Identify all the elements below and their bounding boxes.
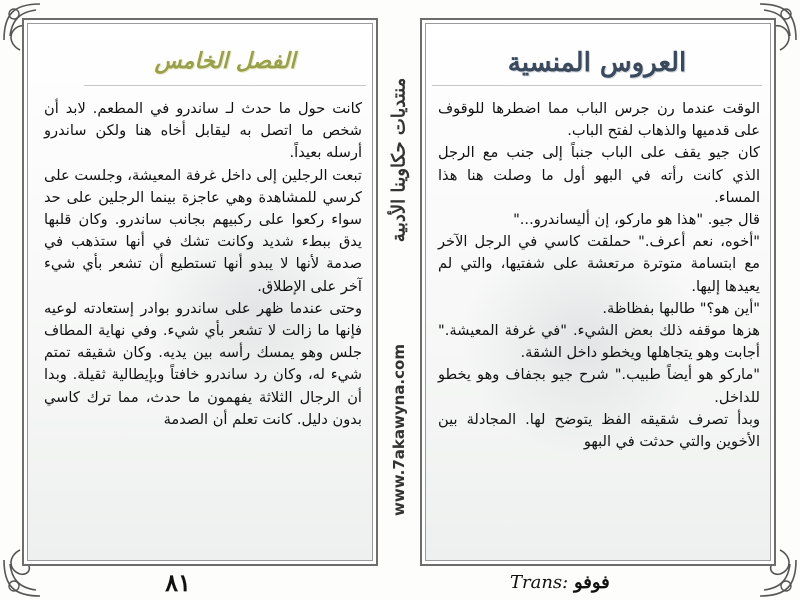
- paragraph: الوقت عندما رن جرس الباب مما اضطرها للوقوف على قدميها والذهاب لفتح الباب.: [438, 100, 760, 140]
- paragraph: "ماركو هو أيضاً طبيب." شرح جيو بجفاف وهو يخطو للداخل.: [438, 366, 760, 406]
- translator-credit: [510, 572, 690, 593]
- book-header: [432, 42, 762, 86]
- paragraph: هزها موقفه ذلك بعض الشيء. "في غرفة المعيشة." أجابت وهو يتجاهلها ويخطو داخل الشقة.: [438, 322, 760, 362]
- book-spine: [380, 10, 418, 570]
- book-title: العروس المنسية: [507, 48, 687, 78]
- paragraph: تبعت الرجلين إلى داخل غرفة المعيشة، وجلست على كرسي للمشاهدة وهي عاجزة بينما الرجلين على حد سواء ركعوا على ركبيهم بجانب ساندرو. وكان قلبها يدق ببطء شديد وكانت تشك في أنها ستذهب في صدمة لأنها لا يبدو أنها تستطيع أن تشعر بأي شيء آخر على الإطلاق.: [44, 166, 362, 295]
- left-page-text: [44, 98, 362, 431]
- right-page: [420, 18, 776, 566]
- paragraph: "أين هو؟" طالبها بفظاظة.: [602, 299, 760, 317]
- right-page-text: [438, 98, 760, 453]
- page-number: ٨١: [165, 568, 191, 597]
- left-page: [22, 18, 378, 566]
- credit-label: Trans:: [510, 572, 569, 593]
- paragraph: قال جيو. "هذا هو ماركو، إن أليساندرو...": [513, 211, 760, 229]
- website-url: www.7akawyna.com: [390, 344, 408, 516]
- paragraph: كان جيو يقف على الباب جنباً إلى جنب مع الرجل الذي كانت رأته في البهو أول ما وصلت هنا هذا المساء.: [438, 144, 760, 206]
- chapter-header: [84, 42, 366, 86]
- paragraph: "أخوه، نعم أعرف." حملقت كاسي في الرجل الآخر مع ابتسامة متوترة مرتعشة على شفتيها، والتي لم يعيدها إليها.: [438, 233, 760, 295]
- translator-name: فوفو: [573, 572, 610, 593]
- paragraph: وحتى عندما ظهر على ساندرو بوادر إستعادته لوعيه فإنها ما زالت لا تشعر بأي شيء. وفي نهاية المطاف جلس وهو يمسك رأسه بين يديه. وكان شقيقه تمتم شيء له، وكان رد ساندرو خافتاً وبإيطالية ثقيلة. وبدا أن الرجال الثلاثة يفهمون ما حدث، مما ترك كاسي بدون دليل. كانت تعلم أن الصدمة: [44, 299, 362, 428]
- chapter-title: الفصل الخامس: [154, 48, 296, 74]
- paragraph: وبدأ تصرف شقيقه الفظ يتوضح لها. المجادلة بين الأخوين والتي حدثت في البهو: [438, 410, 760, 451]
- paragraph: كانت حول ما حدث لـ ساندرو في المطعم. لابد أن شخص ما اتصل به ليقابل أخاه هنا ولكن ساندرو أرسله بعيداً.: [44, 100, 362, 162]
- forum-name: منتديات حكاوينا الأدبية: [388, 77, 410, 243]
